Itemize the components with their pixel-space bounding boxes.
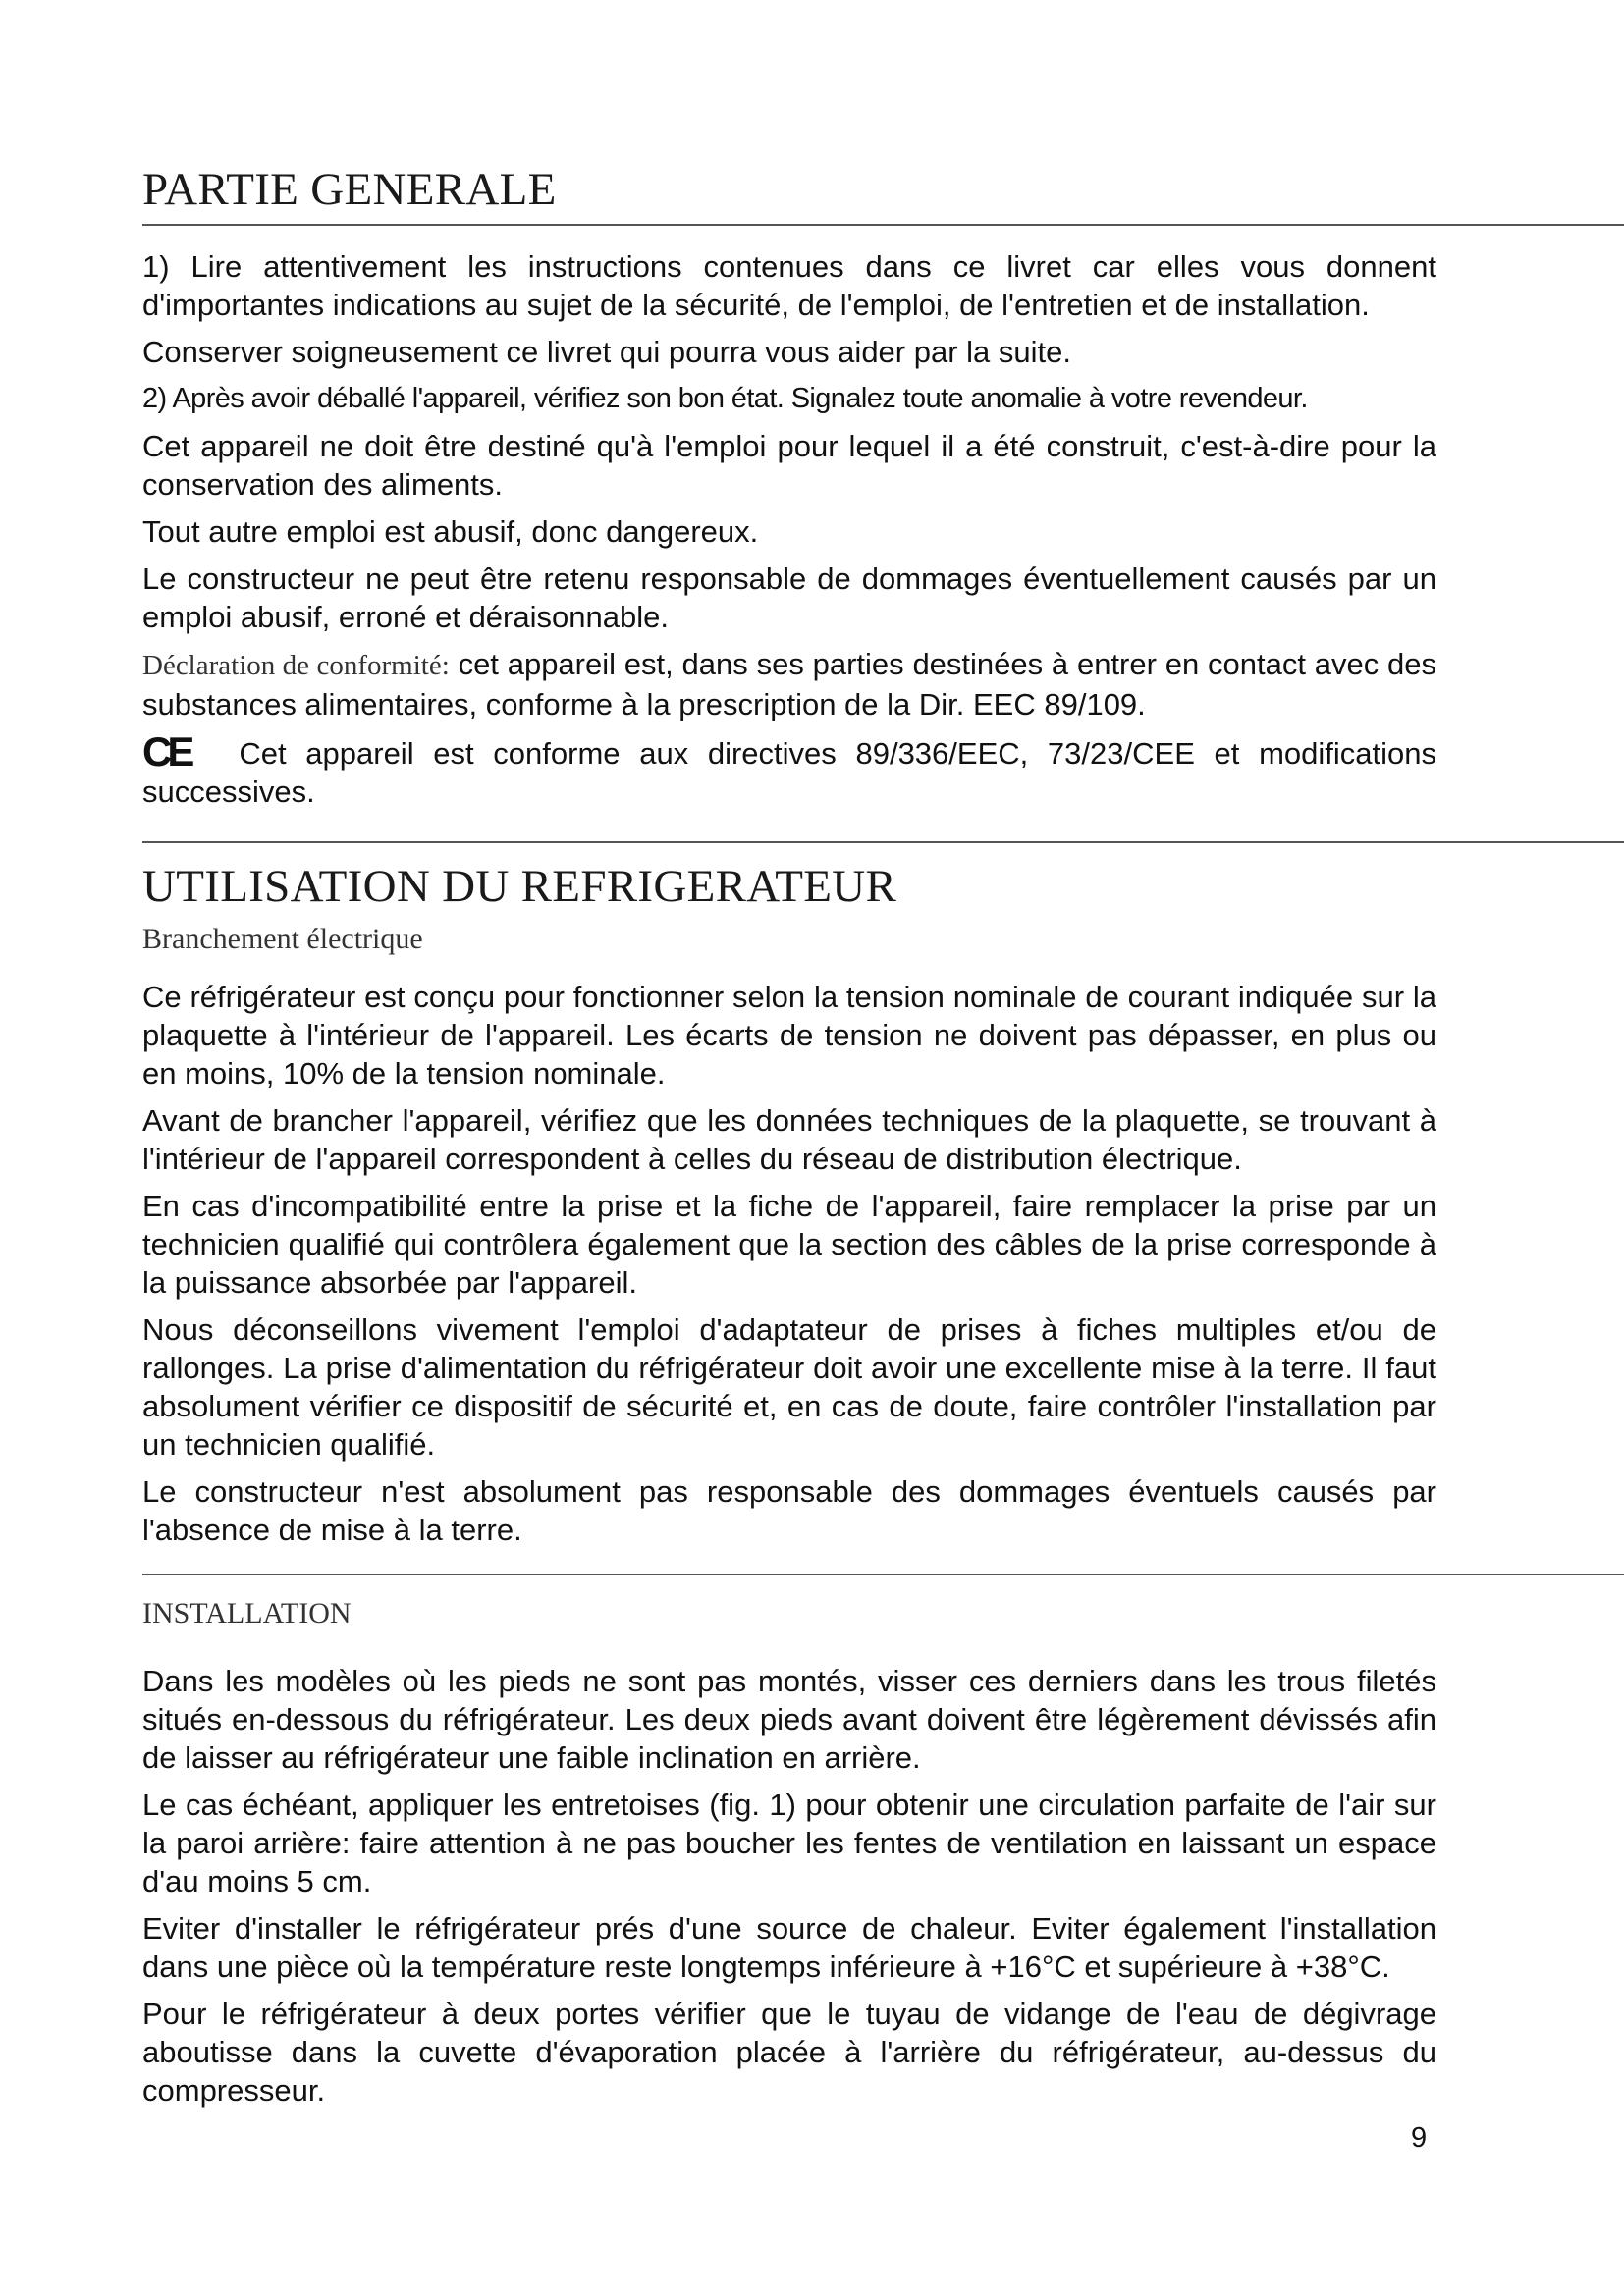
paragraph-pieds: Dans les modèles où les pieds ne sont pas montés, visser ces derniers dans les trous filetés situés en-dessous du réfrigérateur. Les deux pieds avant doivent être légèrement dévissés afin de laisser au réfrigérateur une faible inclination en arrière.	[142, 1664, 1436, 1775]
declaration-text: cet appareil est, dans ses parties destinées à entrer en contact avec des substances alimentaires, conforme à la prescription de la Dir. EEC 89/109.	[142, 647, 1436, 721]
partie-generale-title: PARTIE GENERALE	[142, 164, 557, 215]
declaration-label: Déclaration de conformité:	[142, 650, 450, 681]
section-divider	[142, 1574, 1624, 1575]
utilisation-section	[142, 862, 1436, 956]
paragraph-adaptateur: Nous déconseillons vivement l'emploi d'adaptateur de prises à fiches multiples et/ou de rallonges. La prise d'alimentation du réfrigérateur doit avoir une excellente mise à la terre. Il faut absolument vérifier ce dispositif de sécurité et, en cas de doute, faire contrôler l'installation par un technicien qualifié.	[142, 1312, 1436, 1462]
paragraph-tension: Ce réfrigérateur est conçu pour fonctionner selon la tension nominale de courant indiquée sur la plaquette à l'intérieur de l'appareil. Les écarts de tension ne doivent pas dépasser, en plus ou en moins, 10% de la tension nominale.	[142, 980, 1436, 1091]
installation-title: INSTALLATION	[142, 1597, 352, 1629]
paragraph-vidange: Pour le réfrigérateur à deux portes vérifier que le tuyau de vidange de l'eau de dégivrage aboutisse dans la cuvette d'évaporation placée à l'arrière du réfrigérateur, au-dessus du compresseur.	[142, 1997, 1436, 2108]
paragraph-declaration	[142, 645, 1436, 723]
ce-mark-icon: CE	[142, 728, 190, 774]
paragraph-deballage: 2) Après avoir déballé l'appareil, vérifiez son bon état. Signalez toute anomalie à votre revendeur.	[142, 383, 1308, 414]
paragraph-incompatibilite: En cas d'incompatibilité entre la prise et la fiche de l'appareil, faire remplacer la prise par un technicien qualifié qui contrôlera également que la section des câbles de la prise corresponde à la puissance absorbée par l'appareil.	[142, 1189, 1436, 1300]
section-divider	[142, 224, 1624, 226]
ce-text: Cet appareil est conforme aux directives 89/336/EEC, 73/23/CEE et modifications successives.	[142, 736, 1436, 809]
paragraph-entretoises: Le cas échéant, appliquer les entretoises (fig. 1) pour obtenir une circulation parfaite de l'air sur la paroi arrière: faire attention à ne pas boucher les fentes de ventilation en laissant un espace d'au moins 5 cm.	[142, 1788, 1436, 1898]
paragraph-ce-conformity	[142, 728, 1436, 811]
paragraph-chaleur: Eviter d'installer le réfrigérateur prés d'une source de chaleur. Eviter également l'installation dans une pièce où la température reste longtemps inférieure à +16°C et supérieure à +38°C.	[142, 1911, 1436, 1984]
paragraph-responsabilite: Le constructeur ne peut être retenu responsable de dommages éventuellement causés par un emploi abusif, erroné et déraisonnable.	[142, 561, 1436, 634]
paragraph-instructions: 1) Lire attentivement les instructions contenues dans ce livret car elles vous donnent d'importantes indications au sujet de la sécurité, de l'emploi, de l'entretien et de installation.	[142, 249, 1436, 322]
branchement-title: Branchement électrique	[142, 922, 423, 955]
paragraph-emploi-abusif: Tout autre emploi est abusif, donc dangereux.	[142, 514, 759, 549]
page-number: 9	[1411, 2122, 1428, 2154]
paragraph-mise-a-la-terre: Le constructeur n'est absolument pas responsable des dommages éventuels causés par l'absence de mise à la terre.	[142, 1474, 1436, 1547]
installation-section	[142, 1597, 1436, 1630]
partie-generale-section	[142, 165, 1436, 216]
section-divider	[142, 841, 1624, 843]
installation-body	[142, 1662, 1436, 2109]
paragraph-brancher: Avant de brancher l'appareil, vérifiez que les données techniques de la plaquette, se trouvant à l'intérieur de l'appareil correspondent à celles du réseau de distribution électrique.	[142, 1103, 1436, 1176]
paragraph-destination: Cet appareil ne doit être destiné qu'à l'emploi pour lequel il a été construit, c'est-à-dire pour la conservation des aliments.	[142, 429, 1436, 502]
utilisation-title: UTILISATION DU REFRIGERATEUR	[142, 861, 897, 912]
paragraph-conserver: Conserver soigneusement ce livret qui pourra vous aider par la suite.	[142, 335, 1071, 369]
branchement-body	[142, 978, 1436, 1549]
partie-generale-body	[142, 247, 1436, 811]
